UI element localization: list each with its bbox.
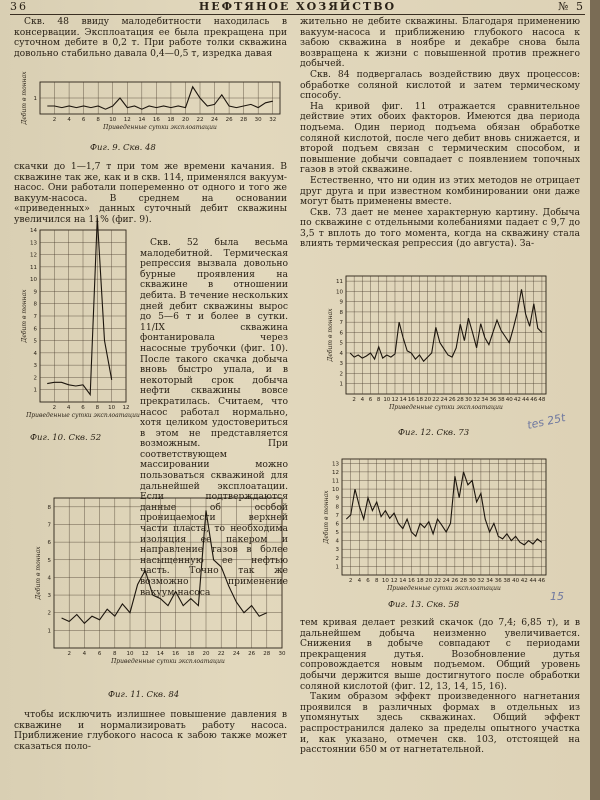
x-tick-label: 2 <box>52 405 57 411</box>
paragraph: скачки до 1—1,7 т при том же времени качания. В скважине так же, как и в скв. 114, применялся вакуум-насос. Они работали попеременно от одного и того же вакуум-насоса. В среднем на основании «приведенных» данных суточный дебит скважины увеличился на 11% (фиг. 9). <box>14 161 287 225</box>
page-number: 36 <box>10 0 28 13</box>
x-tick-label: 6 <box>81 117 86 123</box>
series-line <box>350 289 542 361</box>
x-tick-label: 30 <box>254 117 262 123</box>
x-tick-label: 42 <box>520 578 528 584</box>
x-tick-label: 12 <box>390 578 398 584</box>
y-axis-label: Дебит в тоннах <box>35 546 42 600</box>
x-tick-label: 4 <box>360 397 365 403</box>
x-tick-label: 18 <box>416 578 424 584</box>
x-tick-label: 42 <box>513 397 521 403</box>
y-tick-label: 5 <box>335 530 339 537</box>
y-tick-label: 8 <box>47 504 51 511</box>
y-tick-label: 7 <box>33 314 37 320</box>
y-axis-label: Дебит в тоннах <box>323 490 330 544</box>
x-tick-label: 16 <box>172 651 180 657</box>
x-tick-label: 22 <box>217 651 225 657</box>
x-tick-label: 6 <box>368 397 373 403</box>
x-tick-label: 8 <box>376 397 381 403</box>
journal-title: НЕФТЯНОЕ ХОЗЯЙСТВО <box>198 0 397 13</box>
text-block-left-mid <box>14 162 287 226</box>
paragraph: Естественно, что ни один из этих методов не отрицает друг друга и при известном комбинировании они даже могут быть применены вместе. <box>300 174 580 208</box>
x-tick-label: 34 <box>481 397 489 403</box>
x-tick-label: 16 <box>407 578 415 584</box>
paragraph: Скв. 52 была весьма малодебитной. Термическая репрессия вызвала довольно бурные проявления на скважине в отношении дебита. В течение нескольких дней дебит скважины вырос до 5—6 т и более в сутки. 11/IX скважина фонтанировала через насосные трубочки (фиг. 10). После такого скачка добыча вновь быстро упала, и в некоторый срок добыча нефти скважины вовсе прекратилась. Считаем, что насос работал нормально, хотя целиком удостовериться в этом не представляется возможным. При соответствующем массировании можно пользоваться скважиной для дальнейшей эксплоатации. Если подтверждаются данные об особой проницаемости верхней части пласта, то необходима изоляция ее пакером и направление газов в более насыщенную ее нефтью часть. Точно так же возможно применение вакуум-насоса <box>140 237 288 598</box>
x-tick-label: 10 <box>381 578 389 584</box>
caption-fig10: Фиг. 10. Скв. 52 <box>30 433 102 443</box>
y-axis-label: Дебит в тоннах <box>327 308 334 362</box>
paragraph: Скв. 73 дает не менее характерную картину. Добыча по скважине с отдельными колебаниями падает с 9,7 до 3,5 т вплоть до того момента, когда на скважину стала влиять термическая репрессия (до августа). За- <box>300 206 580 250</box>
x-tick-label: 32 <box>477 578 485 584</box>
x-tick-label: 28 <box>456 397 464 403</box>
x-axis-label: Приведенные сутки эксплоатации <box>389 404 503 411</box>
x-tick-label: 14 <box>138 117 146 123</box>
y-tick-label: 10 <box>30 277 37 284</box>
x-tick-label: 18 <box>187 651 195 657</box>
x-tick-label: 8 <box>95 405 100 411</box>
x-tick-label: 12 <box>141 651 149 657</box>
paragraph: чтобы исключить излишнее повышение давления в скважине и нормализировать работу насоса. Приближение глубокого насоса к забою также может сказаться поло- <box>14 709 287 752</box>
y-tick-label: 1 <box>339 381 343 388</box>
x-tick-label: 24 <box>232 651 240 657</box>
x-tick-label: 32 <box>269 117 277 123</box>
x-tick-label: 40 <box>512 578 520 584</box>
handwritten-note: 15 <box>550 590 564 603</box>
y-tick-label: 5 <box>33 338 37 345</box>
x-tick-label: 4 <box>67 117 71 123</box>
x-tick-label: 14 <box>156 651 164 657</box>
y-tick-label: 4 <box>47 575 51 582</box>
x-tick-label: 16 <box>152 117 160 123</box>
x-axis-label: Приведенные сутки эксплоатации <box>103 124 217 131</box>
paragraph: Скв. 84 подвергалась воздействию двух процессов: обработке соляной кислотой и затем термическому способу. <box>300 68 580 102</box>
x-tick-label: 28 <box>240 117 248 123</box>
y-tick-label: 2 <box>33 375 37 382</box>
y-tick-label: 3 <box>47 593 51 600</box>
y-tick-label: 11 <box>30 264 37 271</box>
x-tick-label: 12 <box>123 117 131 123</box>
plot-frame <box>54 498 282 648</box>
x-tick-label: 30 <box>464 397 472 403</box>
y-tick-label: 10 <box>336 289 343 296</box>
x-tick-label: 4 <box>66 405 71 411</box>
y-tick-label: 2 <box>335 555 339 562</box>
x-tick-label: 26 <box>248 651 256 657</box>
caption-fig9: Фиг. 9. Скв. 48 <box>90 143 156 153</box>
x-tick-label: 18 <box>415 397 423 403</box>
x-tick-label: 38 <box>497 397 505 403</box>
chart-fig9 <box>14 71 289 148</box>
x-tick-label: 10 <box>108 405 116 411</box>
y-tick-label: 8 <box>339 309 343 316</box>
book-edge <box>590 0 600 800</box>
x-tick-label: 32 <box>473 397 481 403</box>
y-tick-label: 5 <box>47 557 51 564</box>
page-header <box>10 0 585 15</box>
x-tick-label: 44 <box>522 397 530 403</box>
x-tick-label: 24 <box>211 117 219 123</box>
x-tick-label: 10 <box>109 117 117 123</box>
x-tick-label: 20 <box>202 651 210 657</box>
x-tick-label: 16 <box>407 397 415 403</box>
caption-fig11: Фиг. 11. Скв. 84 <box>108 690 180 700</box>
x-tick-label: 10 <box>383 397 391 403</box>
chart-fig10 <box>14 226 140 426</box>
y-tick-label: 1 <box>335 564 339 571</box>
chart-fig12 <box>320 272 550 422</box>
x-tick-label: 14 <box>399 578 407 584</box>
y-tick-label: 6 <box>339 330 343 337</box>
x-tick-label: 26 <box>451 578 459 584</box>
y-tick-label: 6 <box>33 326 37 333</box>
series-line <box>47 218 112 395</box>
x-tick-label: 26 <box>225 117 233 123</box>
y-tick-label: 9 <box>335 495 339 502</box>
y-tick-label: 11 <box>332 478 339 485</box>
x-tick-label: 28 <box>460 578 468 584</box>
x-tick-label: 20 <box>424 397 432 403</box>
y-tick-label: 3 <box>335 547 339 554</box>
y-tick-label: 2 <box>47 610 51 617</box>
x-tick-label: 24 <box>440 397 448 403</box>
x-tick-label: 14 <box>399 397 407 403</box>
series-line <box>62 510 267 623</box>
x-tick-label: 38 <box>503 578 511 584</box>
issue-number: № 5 <box>558 0 585 13</box>
y-tick-label: 7 <box>335 512 339 519</box>
paragraph: Таким образом эффект произведенного нагнетания проявился в различных формах в отдельных из упомянутых здесь скважинах. Общий эффект распространился далеко за пределы опытного участка и, как указано, отмечен скв. 103, отстоящей на расстоянии 650 м от нагнетательной. <box>300 691 580 756</box>
y-tick-label: 1 <box>33 96 37 102</box>
y-tick-label: 7 <box>47 522 51 529</box>
paragraph: тем кривая делает резкий скачок (до 7,4; 6,85 т), и в дальнейшем добыча неизменно увеличивается. Снижения в добыче совпадают с периодами прекращения дутья. Возобновление дутья сопровождается новым подъемом. Общий уровень добычи держится выше достигнутого после обработки соляной кислотой (фиг. 12, 13, 14, 15, 16). <box>300 617 580 692</box>
x-tick-label: 8 <box>96 117 100 123</box>
plot-frame <box>342 459 546 575</box>
y-tick-label: 4 <box>339 350 343 357</box>
x-tick-label: 10 <box>126 651 134 657</box>
x-tick-label: 2 <box>352 397 356 403</box>
y-tick-label: 6 <box>335 521 339 528</box>
caption-fig12: Фиг. 12. Скв. 73 <box>398 428 470 438</box>
x-tick-label: 4 <box>357 578 362 584</box>
x-tick-label: 18 <box>167 117 175 123</box>
handwritten-note: tes 25t <box>526 411 567 432</box>
x-tick-label: 22 <box>196 117 204 123</box>
y-tick-label: 12 <box>30 252 37 259</box>
y-tick-label: 6 <box>47 540 51 547</box>
x-tick-label: 40 <box>505 397 513 403</box>
y-tick-label: 10 <box>332 487 339 494</box>
paragraph: На кривой фиг. 11 отражается сравнительное действие этих обоих факторов. Имеются два периода подъема. Один период подъема обязан обработке соляной кислотой, после чего дебит вновь снижается, и второй подъем связан с термическим способом, и повышение добычи совпадает с появлением топочных газов в этой скважине. <box>300 100 580 176</box>
y-tick-label: 8 <box>33 301 37 308</box>
x-tick-label: 36 <box>489 397 497 403</box>
y-tick-label: 2 <box>339 371 343 378</box>
y-tick-label: 12 <box>332 469 339 476</box>
y-tick-label: 3 <box>33 363 37 370</box>
y-tick-label: 13 <box>332 461 339 468</box>
x-tick-label: 6 <box>81 405 85 411</box>
y-tick-label: 13 <box>30 240 37 247</box>
x-tick-label: 44 <box>529 578 537 584</box>
x-axis-label: Приведенные сутки эксплоатации <box>26 412 140 419</box>
x-tick-label: 20 <box>425 578 433 584</box>
series-line <box>346 472 541 545</box>
y-axis-label: Дебит в тоннах <box>21 71 28 125</box>
y-axis-label: Дебит в тоннах <box>21 289 28 343</box>
y-tick-label: 4 <box>335 538 339 545</box>
x-tick-label: 4 <box>82 651 87 657</box>
y-tick-label: 11 <box>336 279 343 286</box>
x-tick-label: 22 <box>432 397 440 403</box>
x-tick-label: 8 <box>374 578 379 584</box>
x-tick-label: 6 <box>366 578 370 584</box>
x-tick-label: 28 <box>263 651 271 657</box>
x-tick-label: 26 <box>448 397 456 403</box>
x-tick-label: 12 <box>122 405 130 411</box>
text-block-left-bottom <box>14 710 287 752</box>
x-tick-label: 12 <box>391 397 399 403</box>
y-tick-label: 1 <box>47 628 51 635</box>
x-tick-label: 24 <box>442 578 450 584</box>
text-block-left-top <box>14 17 287 59</box>
chart-fig13 <box>320 455 550 603</box>
plot-frame <box>346 276 546 394</box>
x-tick-label: 34 <box>486 578 494 584</box>
x-tick-label: 46 <box>538 578 546 584</box>
y-tick-label: 1 <box>33 387 37 394</box>
caption-fig13: Фиг. 13. Скв. 58 <box>388 600 460 610</box>
x-tick-label: 48 <box>538 397 546 403</box>
chart-fig11 <box>14 492 289 687</box>
y-tick-label: 14 <box>30 228 37 234</box>
paragraph: Скв. 48 ввиду малодебитности находилась в консервации. Эксплоатация ее была прекращена при суточном дебите в 0,2 т. При работе толки скважина довольно стабильно давала 0,4—0,5 т, изредка давая <box>14 16 287 59</box>
x-tick-label: 6 <box>97 651 102 657</box>
text-block-right-bottom <box>300 618 580 756</box>
y-tick-label: 8 <box>335 504 339 511</box>
text-block-right-top <box>300 17 580 250</box>
x-tick-label: 30 <box>468 578 476 584</box>
x-tick-label: 22 <box>433 578 441 584</box>
x-axis-label: Приведенные сутки эксплоатации <box>387 585 501 592</box>
x-tick-label: 46 <box>530 397 538 403</box>
y-tick-label: 9 <box>33 289 37 296</box>
x-tick-label: 8 <box>113 651 117 657</box>
x-tick-label: 2 <box>52 117 57 123</box>
y-tick-label: 3 <box>339 361 343 368</box>
x-tick-label: 2 <box>348 578 353 584</box>
x-tick-label: 30 <box>278 651 286 657</box>
y-tick-label: 9 <box>339 299 343 306</box>
x-axis-label: Приведенные сутки эксплоатации <box>111 658 225 665</box>
paragraph: жительно не дебите скважины. Благодаря применению вакуум-насоса и приближению глубокого насоса к забою скважина в ноябре и декабре снова была возвращена к жизни с повышенной против прежнего добычей. <box>300 16 580 70</box>
x-tick-label: 36 <box>494 578 502 584</box>
x-tick-label: 20 <box>181 117 189 123</box>
x-tick-label: 2 <box>67 651 71 657</box>
y-tick-label: 4 <box>33 350 37 357</box>
y-tick-label: 7 <box>339 320 343 327</box>
y-tick-label: 5 <box>339 340 343 347</box>
